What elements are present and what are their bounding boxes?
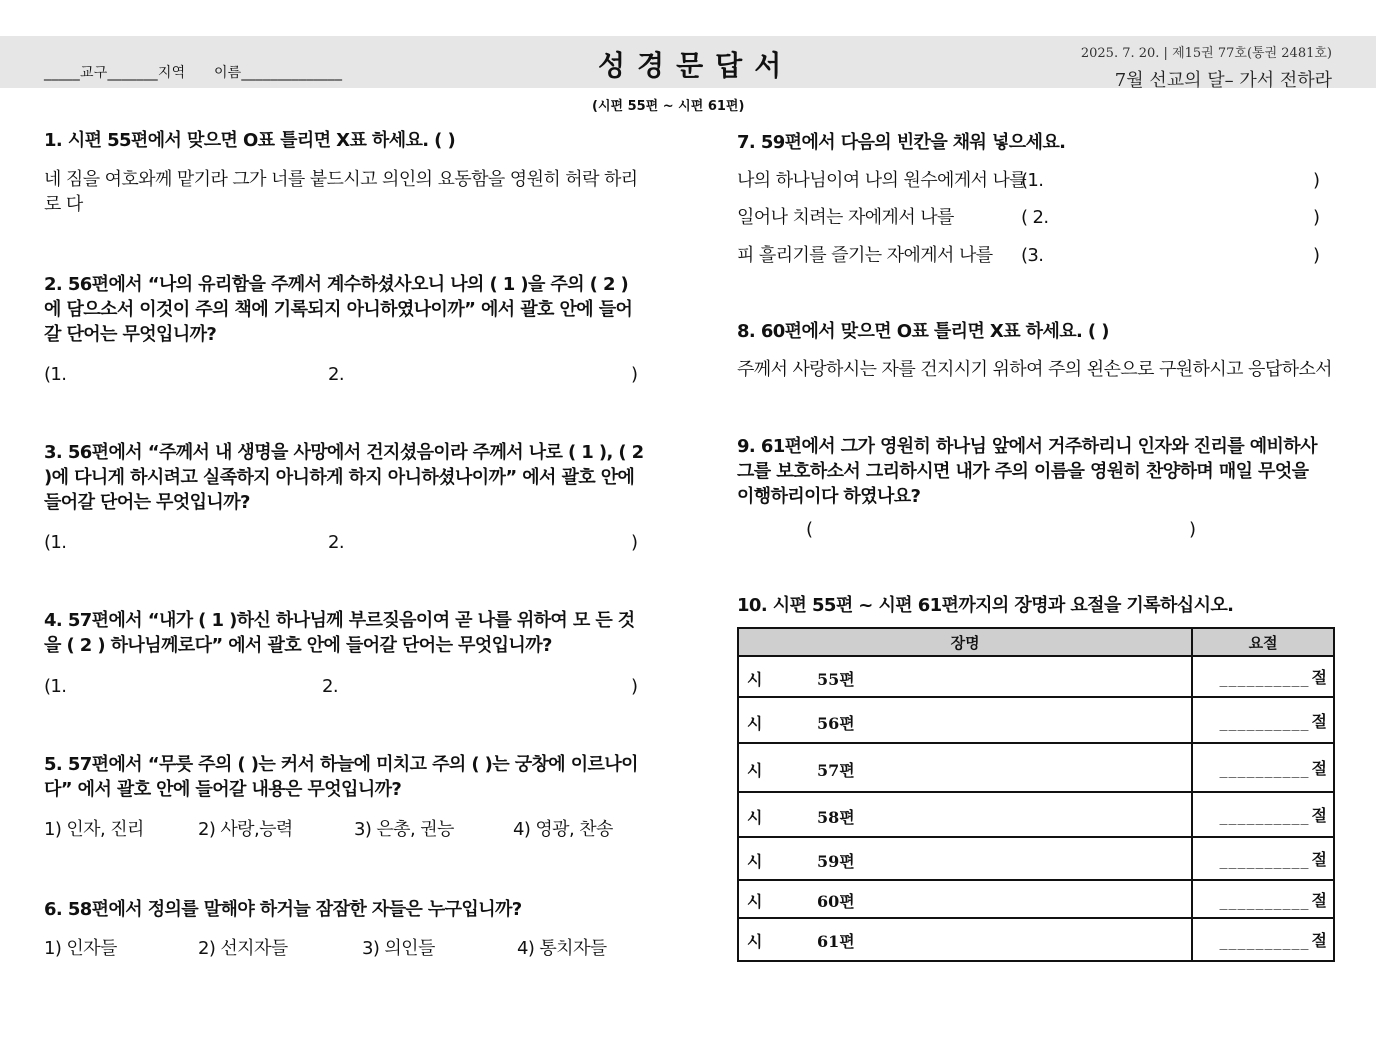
page-title: 성경문답서 <box>598 49 794 82</box>
question-8-statement: 주께서 사랑하시는 자를 건지시기 위하여 주의 왼손으로 구원하시고 응답하소서 <box>737 359 1332 380</box>
book-label: 시 <box>747 892 763 911</box>
question-9-prompt: 9. 61편에서 그가 영원히 하나님 앞에서 거주하리니 인자와 진리를 예비하사 그를 보호하소서 그리하시면 내가 주의 이름을 영원히 찬양하며 매일 무엇을 이행하리이다 하였나요? <box>737 436 1317 507</box>
book-label: 시 <box>747 932 763 951</box>
verse-table <box>737 627 1335 962</box>
question-2-close: ) <box>631 364 638 385</box>
verse-input-cell[interactable] <box>1192 743 1334 792</box>
question-9-close: ) <box>1189 519 1196 540</box>
chapter-label: 60편 <box>817 892 855 911</box>
question-7-close-3: ) <box>1313 245 1320 266</box>
question-7-line-1: 나의 하나님이여 나의 원수에게서 나를 <box>737 170 1027 191</box>
question-2-answer-2[interactable]: 2. <box>328 364 344 385</box>
question-5-prompt: 5. 57편에서 “무릇 주의 ( )는 커서 하늘에 미치고 주의 ( )는 궁창에 이르나이다” 에서 괄호 안에 들어갈 내용은 무엇입니까? <box>44 754 638 800</box>
question-4-prompt: 4. 57편에서 “내가 ( 1 )하신 하나님께 부르짖음이여 곧 나를 위하여 모 든 것을 ( 2 ) 하나님께로다” 에서 괄호 안에 들어갈 단어는 무엇입니까? <box>44 610 635 656</box>
question-7-prompt: 7. 59편에서 다음의 빈칸을 채워 넣으세요. <box>737 132 1066 153</box>
verse-unit: 절 <box>1311 759 1327 778</box>
book-label: 시 <box>747 808 763 827</box>
book-label: 시 <box>747 761 763 780</box>
question-5-option-4[interactable]: 4) 영광, 찬송 <box>513 819 613 840</box>
question-6-prompt: 6. 58편에서 정의를 말해야 하거늘 잠잠한 자들은 누구입니까? <box>44 899 522 920</box>
col-key-verse: 요절 <box>1192 628 1334 656</box>
verse-input-cell[interactable] <box>1192 697 1334 743</box>
verse-blank[interactable]: __________ <box>1219 759 1310 778</box>
chapter-label: 59편 <box>817 852 855 871</box>
chapter-cell <box>738 918 1192 961</box>
question-3-answer-1[interactable]: (1. <box>44 532 67 553</box>
chapter-cell <box>738 743 1192 792</box>
chapter-cell <box>738 837 1192 880</box>
verse-input-cell[interactable] <box>1192 656 1334 697</box>
question-3-close: ) <box>631 532 638 553</box>
verse-input-cell[interactable] <box>1192 880 1334 918</box>
verse-input-cell[interactable] <box>1192 918 1334 961</box>
verse-unit: 절 <box>1311 711 1327 731</box>
chapter-cell <box>738 697 1192 743</box>
question-1-statement: 네 짐을 여호와께 맡기라 그가 너를 붙드시고 의인의 요동함을 영원히 허락 하리로 다 <box>44 169 638 215</box>
question-7-close-1: ) <box>1313 170 1320 191</box>
question-5-option-2[interactable]: 2) 사랑,능력 <box>198 819 293 840</box>
question-3-answer-2[interactable]: 2. <box>328 532 344 553</box>
verse-blank[interactable]: __________ <box>1219 931 1310 950</box>
question-6-option-2[interactable]: 2) 선지자들 <box>198 938 288 959</box>
verse-unit: 절 <box>1311 850 1327 869</box>
question-6-option-1[interactable]: 1) 인자들 <box>44 938 117 959</box>
question-4-close: ) <box>631 676 638 697</box>
name-fields <box>44 62 366 82</box>
question-7-blank-3[interactable]: (3. <box>1021 245 1044 266</box>
chapter-label: 58편 <box>817 808 855 827</box>
verse-blank[interactable]: __________ <box>1219 806 1310 825</box>
question-7-blank-2[interactable]: ( 2. <box>1021 207 1049 228</box>
question-4-answer-2[interactable]: 2. <box>322 676 338 697</box>
chapter-label: 56편 <box>817 714 855 733</box>
book-label: 시 <box>747 852 763 871</box>
table-row <box>738 792 1334 837</box>
question-3-prompt: 3. 56편에서 “주께서 내 생명을 사망에서 건지셨음이라 주께서 나로 ( 1 ), ( 2 )에 다니게 하시려고 실족하지 아니하게 하지 아니하셨나이까” 에서 괄호 안에 들어갈 단어는 무엇입니까? <box>44 442 644 513</box>
chapter-label: 55편 <box>817 670 855 689</box>
chapter-cell <box>738 792 1192 837</box>
table-row <box>738 880 1334 918</box>
verse-unit: 절 <box>1311 890 1327 910</box>
verse-input-cell[interactable] <box>1192 837 1334 880</box>
verse-blank[interactable]: __________ <box>1219 668 1310 687</box>
question-5-option-1[interactable]: 1) 인자, 진리 <box>44 819 144 840</box>
question-8-prompt: 8. 60편에서 맞으면 O표 틀리면 X표 하세요. ( ) <box>737 321 1109 342</box>
verse-unit: 절 <box>1311 931 1327 950</box>
table-row <box>738 837 1334 880</box>
question-10-prompt: 10. 시편 55편 ~ 시편 61편까지의 장명과 요절을 기록하십시오. <box>737 595 1234 616</box>
table-row <box>738 918 1334 961</box>
district-field[interactable]: _____교구_______지역 <box>44 65 186 81</box>
question-6-option-4[interactable]: 4) 통치자들 <box>517 938 607 959</box>
question-7-close-2: ) <box>1313 207 1320 228</box>
question-7-blank-1[interactable]: (1. <box>1021 170 1044 191</box>
chapter-label: 61편 <box>817 932 855 951</box>
verse-blank[interactable]: __________ <box>1219 890 1310 910</box>
book-label: 시 <box>747 714 763 733</box>
table-row <box>738 656 1334 697</box>
question-2-prompt: 2. 56편에서 “나의 유리함을 주께서 계수하셨사오니 나의 ( 1 )을 주의 ( 2 )에 담으소서 이것이 주의 책에 기록되지 아니하였나이까” 에서 괄호 안에 들어갈 단어는 무엇입니까? <box>44 274 633 345</box>
table-row <box>738 743 1334 792</box>
chapter-label: 57편 <box>817 761 855 780</box>
monthly-theme: 7월 선교의 달– 가서 전하라 <box>1114 70 1332 91</box>
table-row <box>738 697 1334 743</box>
verse-blank[interactable]: __________ <box>1219 711 1310 731</box>
question-9-open[interactable]: ( <box>806 519 813 540</box>
book-label: 시 <box>747 670 763 689</box>
question-1-prompt: 1. 시편 55편에서 맞으면 O표 틀리면 X표 하세요. ( ) <box>44 130 456 151</box>
question-7-line-2: 일어나 치려는 자에게서 나를 <box>737 207 954 228</box>
name-field[interactable]: 이름______________ <box>213 65 343 81</box>
verse-unit: 절 <box>1311 806 1327 825</box>
question-2-answer-1[interactable]: (1. <box>44 364 67 385</box>
question-7-line-3: 피 흘리기를 즐기는 자에게서 나를 <box>737 245 993 266</box>
col-chapter-name: 장명 <box>738 628 1192 656</box>
verse-input-cell[interactable] <box>1192 792 1334 837</box>
verse-blank[interactable]: __________ <box>1219 850 1310 869</box>
question-5-option-3[interactable]: 3) 은총, 권능 <box>354 819 454 840</box>
table-header-row <box>738 628 1334 656</box>
chapter-cell <box>738 880 1192 918</box>
scripture-range: (시편 55편 ~ 시편 61편) <box>592 99 745 114</box>
chapter-cell <box>738 656 1192 697</box>
question-4-answer-1[interactable]: (1. <box>44 676 67 697</box>
verse-unit: 절 <box>1311 668 1327 687</box>
issue-info: 2025. 7. 20. | 제15권 77호(통권 2481호) <box>1080 46 1332 61</box>
question-6-option-3[interactable]: 3) 의인들 <box>362 938 435 959</box>
